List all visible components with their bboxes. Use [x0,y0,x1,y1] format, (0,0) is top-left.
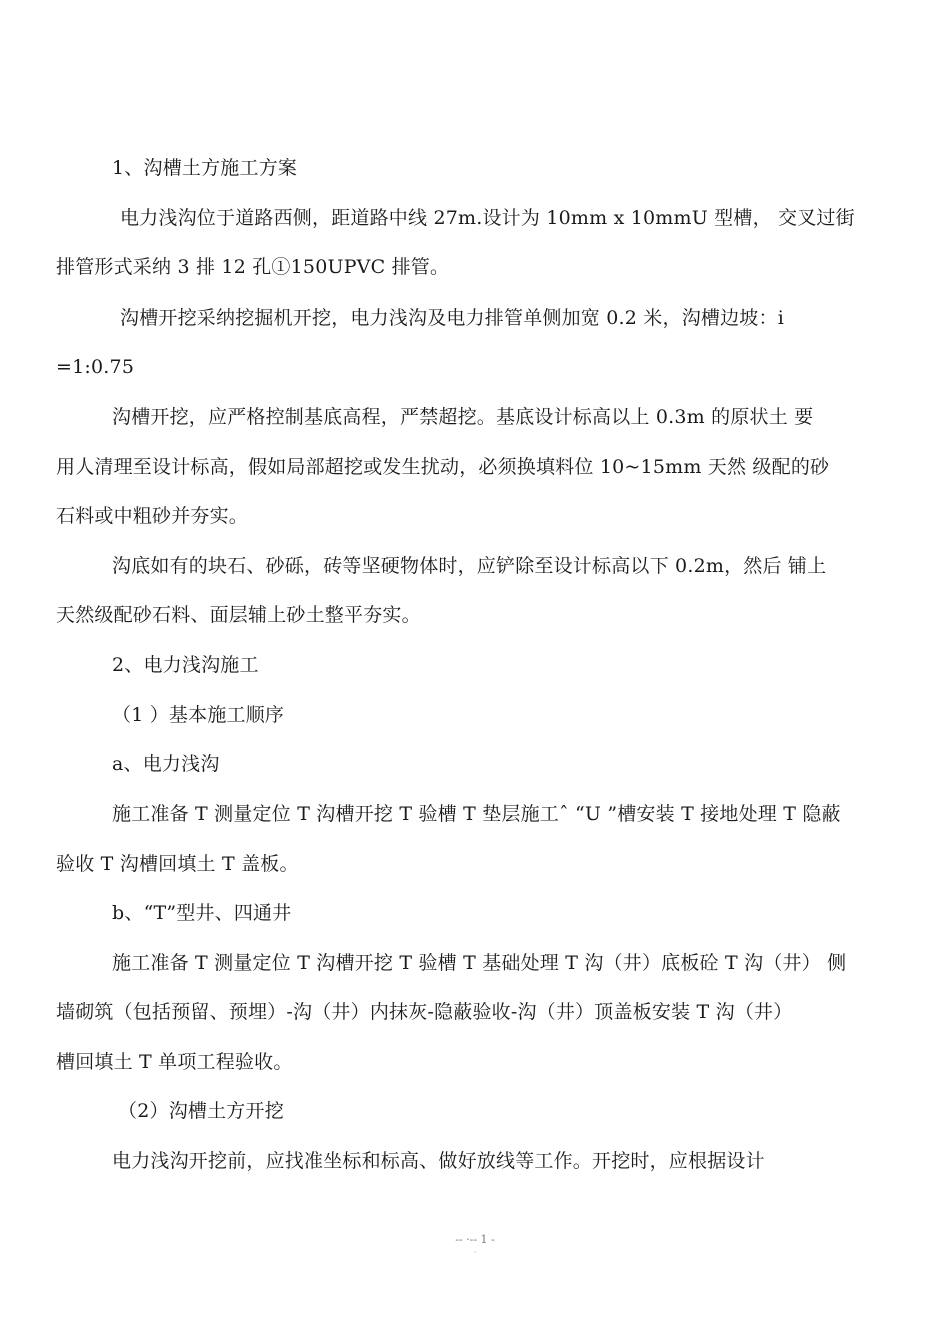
subsection-heading: （1 ）基本施工顺序 [112,704,285,726]
paragraph-line: 用人清理至设计标高，假如局部超挖或发生扰动，必须换填料位 10~15mm 天然 级配的砂 [56,456,830,478]
paragraph-line: =1:0.75 [56,356,135,378]
paragraph-line: 槽回填土 T 单项工程验收。 [56,1051,293,1073]
paragraph-line: 石料或中粗砂并夯实。 [56,505,249,527]
paragraph-line: 排管形式采纳 3 排 12 孔①150UPVC 排管。 [56,256,450,278]
paragraph-line: 电力浅沟开挖前，应找准坐标和标高、做好放线等工作。开挖时，应根据设计 [112,1150,765,1172]
paragraph-line: 天然级配砂石料、面层辅上砂土整平夯实。 [56,604,421,626]
paragraph-line: 沟槽开挖，应严格控制基底高程，严禁超挖。基底设计标高以上 0.3m 的原状土 要 [112,406,814,428]
paragraph-line: 施工准备 T 测量定位 T 沟槽开挖 T 验槽 T 基础处理 T 沟（井）底板砼 T 沟（井） 侧 [112,952,847,974]
paragraph-line: 沟槽开挖采纳挖掘机开挖，电力浅沟及电力排管单侧加宽 0.2 米，沟槽边坡：i [120,307,784,329]
paragraph-line: 沟底如有的块石、砂砾，砖等坚硬物体时，应铲除至设计标高以下 0.2m，然后 铺上 [112,555,827,577]
item-heading: b、“T”型井、四通井 [112,902,292,924]
page-number: -- ·-- 1 - [455,1233,495,1246]
paragraph-line: 电力浅沟位于道路西侧，距道路中线 27m.设计为 10mm x 10mmU 型槽， 交叉过街 [120,207,855,229]
paragraph-line: 施工准备 T 测量定位 T 沟槽开挖 T 验槽 T 垫层施工ˆ “U ”槽安装 T 接地处理 T 隐蔽 [112,803,841,825]
paragraph-line: 墙砌筑（包括预留、预埋）-沟（井）内抹灰-隐蔽验收-沟（井）顶盖板安装 T 沟（井） [56,1001,793,1023]
item-heading: a、电力浅沟 [112,753,220,775]
footer-mark: · [473,1248,477,1257]
paragraph-line: 验收 T 沟槽回填土 T 盖板。 [56,853,299,875]
section-heading-1: 1、沟槽土方施工方案 [112,157,298,179]
section-heading-2: 2、电力浅沟施工 [112,654,259,676]
subsection-heading: （2）沟槽土方开挖 [118,1100,284,1122]
